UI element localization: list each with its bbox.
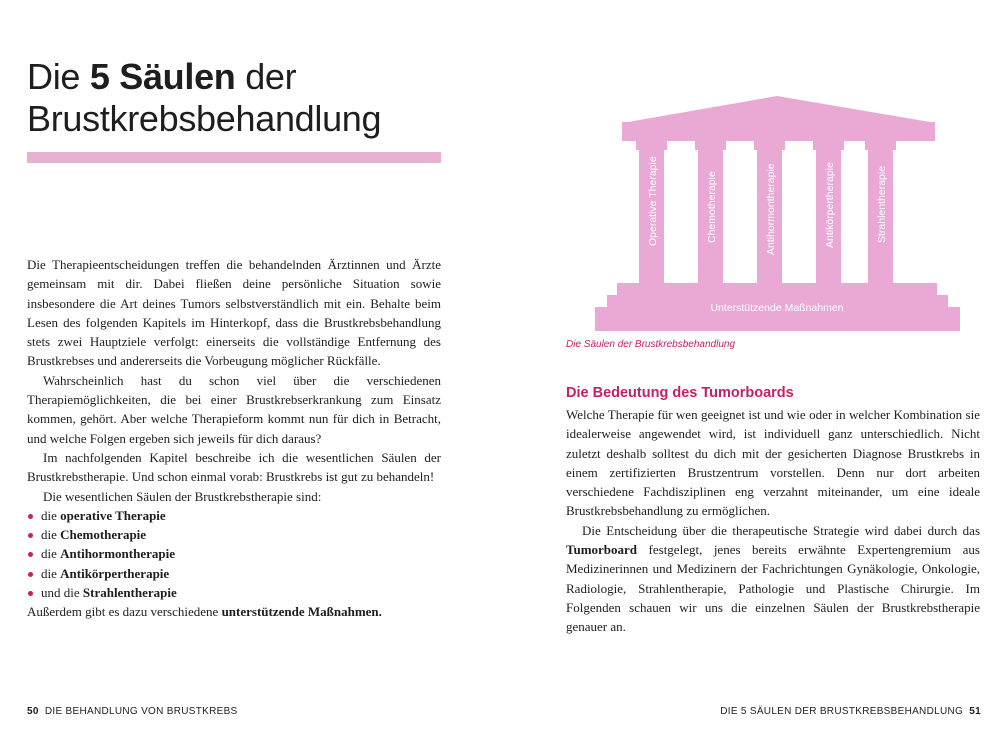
paragraph-term: Tumorboard (566, 542, 638, 558)
base-label: Unterstützende Maßnahmen (710, 302, 844, 314)
list-item (27, 506, 441, 525)
paragraph: Die wesentlichen Säulen der Brustkrebstherapie sind: (43, 488, 322, 504)
bullet-icon (28, 572, 33, 577)
pillar-label-antikoerper: Antikörpertherapie (824, 162, 836, 248)
column-capital (636, 141, 667, 150)
list-item (27, 525, 441, 544)
paragraph: Welche Therapie für wen geeignet ist und wie oder in welcher Kombination sie idealerweise angewendet wird, ist individuell ganz unterschiedlich. Nicht zuletzt deshalb solltest du dich mit der gesicherten Diagnose Brustkrebs in einem zertifizierten Brustzentrum vorstellen. Denn nur dort arbeiten verschiedene Fachdisziplinen eng verzahnt miteinander, um eine ideale Brustkrebsbehandlung zu ermöglichen. (566, 407, 980, 519)
list-item-term: Antikörpertherapie (60, 565, 170, 581)
page-number: 51 (969, 706, 981, 717)
pillar-label-operative: Operative Therapie (647, 156, 659, 246)
running-head: DIE 5 SÄULEN DER BRUSTKREBSBEHANDLUNG (720, 706, 964, 717)
paragraph-suffix: festgelegt, jenes bereits erwähnte Expertengremium aus Medizinerinnen und Medizinern der Fachrichtungen Gynäkologie, Onkologie, Radiologie, Strahlentherapie, Pathologie und Plastische Chirurgie. Im Folgenden schauen wir uns die einzelnen Säulen der Brustkrebstherapie genauer an. (566, 542, 980, 635)
pillar-label-strahlen: Strahlentherapie (876, 165, 888, 243)
list-item-term: Antihormontherapie (60, 546, 175, 562)
section-heading: Die Bedeutung des Tumorboards (566, 385, 794, 401)
page-number: 50 (27, 706, 39, 717)
list-item-prefix: die (41, 546, 61, 562)
pillar-label-antihormon: Antihormontherapie (765, 163, 777, 255)
bullet-icon (28, 552, 33, 557)
title-bold: 5 Säulen (89, 56, 236, 97)
list-item (27, 583, 441, 602)
therapy-pillar-list (27, 506, 441, 602)
title-prefix: Die (27, 56, 90, 97)
running-head: DIE BEHANDLUNG VON BRUSTKREBS (44, 706, 238, 717)
temple-pediment (628, 96, 930, 122)
figure-caption: Die Säulen der Brustkrebsbehandlung (566, 339, 735, 350)
column-capital (865, 141, 896, 150)
paragraph: Wahrscheinlich hast du schon viel über die verschiedenen Therapiemöglichkeiten, die bei einer Brustkrebserkrankung zum Einsatz kommen, gehört. Aber welche Therapieform kommt nun für dich in Betracht, und welche Folgen ergeben sich jeweils für dich daraus? (27, 372, 441, 446)
bullet-icon (28, 514, 33, 519)
column-capital (754, 141, 785, 150)
right-body-text (566, 405, 980, 637)
column-capital (813, 141, 844, 150)
column-capital (695, 141, 726, 150)
list-item-term: Chemotherapie (60, 527, 147, 543)
temple-figure (595, 96, 960, 331)
closing-prefix: Außerdem gibt es dazu verschiedene (27, 604, 222, 620)
list-item-term: Strahlentherapie (82, 585, 177, 601)
paragraph: Im nachfolgenden Kapitel beschreibe ich die wesentlichen Säulen der Brustkrebstherapie. Und schon einmal vorab: Brustkrebs ist gut zu behandeln! (27, 449, 441, 485)
list-item-prefix: und die (41, 585, 83, 601)
list-item-prefix: die (41, 565, 61, 581)
page-title (27, 56, 467, 140)
list-item (27, 544, 441, 563)
title-suffix: der (235, 56, 297, 97)
list-item-prefix: die (41, 507, 61, 523)
title-line2: Brustkrebsbehandlung (27, 98, 382, 139)
bullet-icon (28, 591, 33, 596)
paragraph (566, 521, 980, 637)
list-item (27, 564, 441, 583)
paragraph-prefix: Die Entscheidung über die therapeutische Strategie wird dabei durch das (582, 522, 980, 538)
footer-right (720, 706, 981, 717)
title-underline-bar (27, 152, 441, 163)
closing-term: unterstützende Maßnahmen. (221, 604, 382, 620)
list-item-prefix: die (41, 527, 61, 543)
temple-illustration (595, 96, 960, 331)
temple-base-top (617, 283, 937, 295)
temple-architrave (622, 122, 935, 141)
paragraph: Die Therapieentscheidungen treffen die behandelnden Ärztinnen und Ärzte gemeinsam mit dir. Dabei fließen deine persönliche Situation sowie insbesondere die Art deines Tumors selbstverständlich mit ein. Behalte beim Lesen des folgenden Kapitels im Hinterkopf, dass die Brustkrebsbehandlung stets zwei Hauptziele verfolgt: einerseits die vollständige Entfernung des Brustkrebses und andererseits die Vorbeugung möglicher Rückfälle. (27, 257, 441, 369)
list-item-term: operative Therapie (60, 507, 166, 523)
bullet-icon (28, 533, 33, 538)
closing-sentence (27, 602, 441, 621)
left-body-text (27, 255, 441, 622)
footer-left (27, 706, 238, 717)
pillar-label-chemo: Chemotherapie (706, 171, 718, 243)
